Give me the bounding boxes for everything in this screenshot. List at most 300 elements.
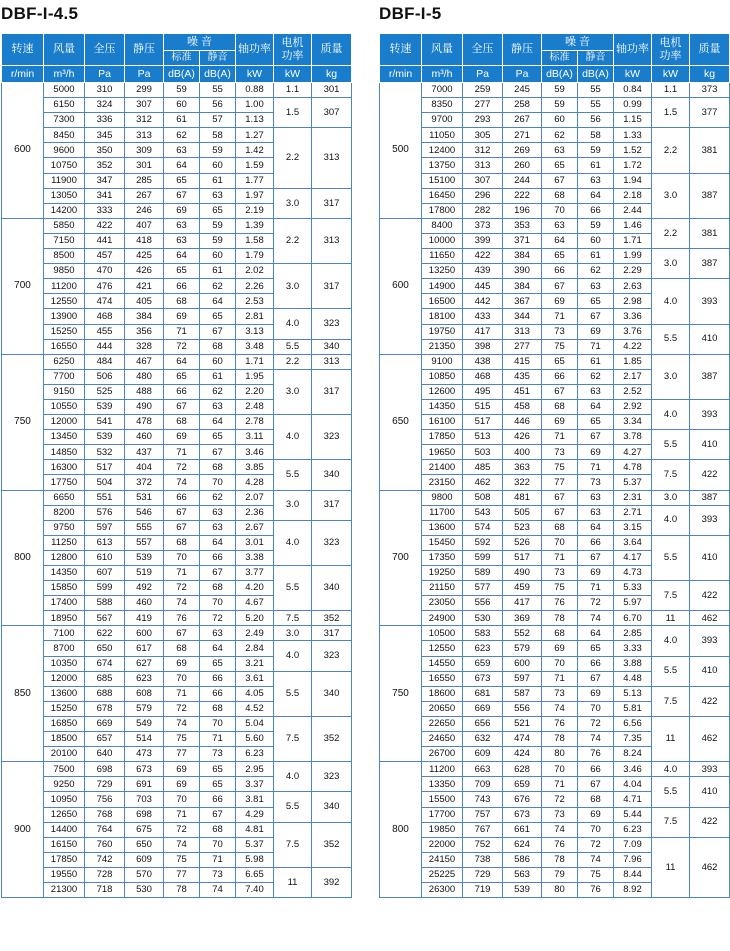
shaft-power-cell: 3.78 xyxy=(614,430,652,445)
noise-silent-cell: 69 xyxy=(578,566,614,581)
table-row xyxy=(2,626,352,641)
mass-cell: 340 xyxy=(312,671,352,716)
airflow-cell: 25225 xyxy=(422,867,463,882)
total-pressure-cell: 324 xyxy=(85,98,125,113)
noise-silent-cell: 73 xyxy=(200,747,236,762)
total-pressure-cell: 474 xyxy=(85,294,125,309)
static-pressure-cell: 417 xyxy=(503,596,542,611)
mass-cell: 422 xyxy=(690,686,730,716)
static-pressure-cell: 530 xyxy=(125,882,164,897)
static-pressure-cell: 435 xyxy=(503,369,542,384)
shaft-power-cell: 2.20 xyxy=(236,384,274,399)
mass-cell: 313 xyxy=(312,218,352,263)
airflow-cell: 16450 xyxy=(422,188,463,203)
total-pressure-cell: 588 xyxy=(85,596,125,611)
unit-motor-power: kW xyxy=(274,66,312,83)
noise-standard-cell: 71 xyxy=(164,324,200,339)
noise-standard-cell: 71 xyxy=(542,777,578,792)
shaft-power-cell: 2.26 xyxy=(236,279,274,294)
noise-standard-cell: 71 xyxy=(164,807,200,822)
total-pressure-cell: 468 xyxy=(463,369,503,384)
shaft-power-cell: 1.71 xyxy=(236,354,274,369)
total-pressure-cell: 457 xyxy=(85,249,125,264)
noise-silent-cell: 59 xyxy=(578,218,614,233)
shaft-power-cell: 3.33 xyxy=(614,641,652,656)
noise-standard-cell: 71 xyxy=(164,566,200,581)
motor-power-cell: 5.5 xyxy=(652,430,690,460)
shaft-power-cell: 1.39 xyxy=(236,218,274,233)
table-row xyxy=(380,686,730,701)
shaft-power-cell: 3.21 xyxy=(236,656,274,671)
noise-silent-cell: 62 xyxy=(200,384,236,399)
table-row xyxy=(380,837,730,852)
airflow-cell: 12650 xyxy=(44,807,85,822)
noise-silent-cell: 72 xyxy=(578,716,614,731)
mass-cell: 392 xyxy=(312,867,352,897)
shaft-power-cell: 2.29 xyxy=(614,264,652,279)
static-pressure-cell: 587 xyxy=(503,686,542,701)
mass-cell: 387 xyxy=(690,490,730,505)
shaft-power-cell: 4.67 xyxy=(236,596,274,611)
static-pressure-cell: 309 xyxy=(125,143,164,158)
unit-static-pressure: Pa xyxy=(125,66,164,83)
airflow-cell: 13050 xyxy=(44,188,85,203)
noise-silent-cell: 73 xyxy=(200,867,236,882)
motor-power-cell: 4.0 xyxy=(274,762,312,792)
static-pressure-cell: 627 xyxy=(125,656,164,671)
noise-standard-cell: 62 xyxy=(164,128,200,143)
airflow-cell: 7100 xyxy=(44,626,85,641)
static-pressure-cell: 425 xyxy=(125,249,164,264)
noise-standard-cell: 70 xyxy=(542,203,578,218)
airflow-cell: 8700 xyxy=(44,641,85,656)
header-motor-power-line1: 电机 xyxy=(281,37,304,50)
noise-standard-cell: 69 xyxy=(164,762,200,777)
airflow-cell: 9600 xyxy=(44,143,85,158)
mass-cell: 323 xyxy=(312,762,352,792)
noise-standard-cell: 68 xyxy=(164,415,200,430)
static-pressure-cell: 246 xyxy=(125,203,164,218)
mass-cell: 340 xyxy=(312,339,352,354)
airflow-cell: 16850 xyxy=(44,716,85,731)
shaft-power-cell: 1.13 xyxy=(236,113,274,128)
static-pressure-cell: 673 xyxy=(125,762,164,777)
noise-standard-cell: 72 xyxy=(164,339,200,354)
table-row xyxy=(2,309,352,324)
noise-silent-cell: 63 xyxy=(200,505,236,520)
motor-power-cell: 5.5 xyxy=(652,535,690,580)
noise-standard-cell: 68 xyxy=(164,641,200,656)
shaft-power-cell: 3.01 xyxy=(236,535,274,550)
shaft-power-cell: 3.46 xyxy=(614,762,652,777)
table-row xyxy=(380,777,730,792)
noise-silent-cell: 74 xyxy=(578,852,614,867)
static-pressure-cell: 539 xyxy=(503,882,542,897)
static-pressure-cell: 245 xyxy=(503,83,542,98)
unit-speed: r/min xyxy=(2,66,44,83)
noise-standard-cell: 69 xyxy=(542,641,578,656)
noise-standard-cell: 63 xyxy=(164,218,200,233)
shaft-power-cell: 3.46 xyxy=(236,445,274,460)
total-pressure-cell: 764 xyxy=(85,822,125,837)
mass-cell: 422 xyxy=(690,581,730,611)
static-pressure-cell: 460 xyxy=(125,430,164,445)
total-pressure-cell: 623 xyxy=(463,641,503,656)
airflow-cell: 15850 xyxy=(44,581,85,596)
static-pressure-cell: 659 xyxy=(503,777,542,792)
shaft-power-cell: 1.46 xyxy=(614,218,652,233)
airflow-cell: 5850 xyxy=(44,218,85,233)
shaft-power-cell: 6.70 xyxy=(614,611,652,626)
noise-silent-cell: 64 xyxy=(578,399,614,414)
unit-total-pressure: Pa xyxy=(85,66,125,83)
motor-power-cell: 7.5 xyxy=(274,822,312,867)
table-row xyxy=(2,188,352,203)
static-pressure-cell: 473 xyxy=(125,747,164,762)
mass-cell: 410 xyxy=(690,430,730,460)
table-row xyxy=(2,354,352,369)
shaft-power-cell: 4.78 xyxy=(614,460,652,475)
shaft-power-cell: 3.76 xyxy=(614,324,652,339)
airflow-cell: 17700 xyxy=(422,807,463,822)
noise-standard-cell: 70 xyxy=(164,792,200,807)
airflow-cell: 17850 xyxy=(422,430,463,445)
noise-standard-cell: 67 xyxy=(164,399,200,414)
static-pressure-cell: 514 xyxy=(125,732,164,747)
noise-silent-cell: 64 xyxy=(578,188,614,203)
table-row xyxy=(380,354,730,369)
table-row xyxy=(2,83,352,98)
noise-standard-cell: 62 xyxy=(542,128,578,143)
motor-power-cell: 4.0 xyxy=(652,505,690,535)
noise-silent-cell: 73 xyxy=(578,475,614,490)
airflow-cell: 21150 xyxy=(422,581,463,596)
airflow-cell: 16500 xyxy=(422,294,463,309)
total-pressure-cell: 455 xyxy=(85,324,125,339)
airflow-cell: 17750 xyxy=(44,475,85,490)
table-row xyxy=(2,339,352,354)
noise-standard-cell: 71 xyxy=(542,430,578,445)
static-pressure-cell: 426 xyxy=(125,264,164,279)
static-pressure-cell: 526 xyxy=(503,535,542,550)
total-pressure-cell: 543 xyxy=(463,505,503,520)
static-pressure-cell: 624 xyxy=(503,837,542,852)
static-pressure-cell: 372 xyxy=(125,475,164,490)
motor-power-cell: 5.5 xyxy=(652,656,690,686)
total-pressure-cell: 718 xyxy=(85,882,125,897)
total-pressure-cell: 597 xyxy=(85,520,125,535)
total-pressure-cell: 574 xyxy=(463,520,503,535)
shaft-power-cell: 3.88 xyxy=(614,656,652,671)
shaft-power-cell: 6.56 xyxy=(614,716,652,731)
noise-standard-cell: 72 xyxy=(164,460,200,475)
noise-silent-cell: 63 xyxy=(200,626,236,641)
shaft-power-cell: 1.33 xyxy=(614,128,652,143)
motor-power-cell: 2.2 xyxy=(652,128,690,173)
total-pressure-cell: 422 xyxy=(85,218,125,233)
static-pressure-cell: 467 xyxy=(125,354,164,369)
total-pressure-cell: 599 xyxy=(463,550,503,565)
header-shaft-power: 轴功率 xyxy=(236,34,274,66)
noise-silent-cell: 58 xyxy=(578,128,614,143)
shaft-power-cell: 7.96 xyxy=(614,852,652,867)
noise-standard-cell: 72 xyxy=(164,701,200,716)
noise-standard-cell: 66 xyxy=(542,369,578,384)
static-pressure-cell: 488 xyxy=(125,384,164,399)
noise-silent-cell: 69 xyxy=(578,445,614,460)
static-pressure-cell: 353 xyxy=(503,218,542,233)
shaft-power-cell: 4.04 xyxy=(614,777,652,792)
airflow-cell: 10550 xyxy=(44,399,85,414)
noise-standard-cell: 67 xyxy=(164,520,200,535)
shaft-power-cell: 3.85 xyxy=(236,460,274,475)
total-pressure-cell: 445 xyxy=(463,279,503,294)
header-motor-power xyxy=(274,34,312,66)
shaft-power-cell: 2.49 xyxy=(236,626,274,641)
total-pressure-cell: 657 xyxy=(85,732,125,747)
noise-standard-cell: 67 xyxy=(164,626,200,641)
total-pressure-cell: 609 xyxy=(463,747,503,762)
table-row xyxy=(380,490,730,505)
header-speed: 转速 xyxy=(380,34,422,66)
total-pressure-cell: 632 xyxy=(463,732,503,747)
noise-silent-cell: 63 xyxy=(578,490,614,505)
total-pressure-cell: 613 xyxy=(85,535,125,550)
airflow-cell: 13250 xyxy=(422,264,463,279)
noise-standard-cell: 75 xyxy=(542,460,578,475)
total-pressure-cell: 650 xyxy=(85,641,125,656)
noise-silent-cell: 74 xyxy=(200,882,236,897)
shaft-power-cell: 3.61 xyxy=(236,671,274,686)
motor-power-cell: 1.1 xyxy=(652,83,690,98)
total-pressure-cell: 336 xyxy=(85,113,125,128)
static-pressure-cell: 277 xyxy=(503,339,542,354)
shaft-power-cell: 1.27 xyxy=(236,128,274,143)
table-row xyxy=(380,535,730,550)
noise-standard-cell: 64 xyxy=(542,233,578,248)
total-pressure-cell: 277 xyxy=(463,98,503,113)
total-pressure-cell: 508 xyxy=(463,490,503,505)
motor-power-cell: 4.0 xyxy=(274,309,312,339)
static-pressure-cell: 597 xyxy=(503,671,542,686)
noise-silent-cell: 61 xyxy=(578,158,614,173)
airflow-cell: 23050 xyxy=(422,596,463,611)
noise-silent-cell: 59 xyxy=(200,233,236,248)
total-pressure-cell: 517 xyxy=(463,415,503,430)
shaft-power-cell: 2.67 xyxy=(236,520,274,535)
speed-cell: 750 xyxy=(380,626,422,762)
total-pressure-cell: 442 xyxy=(463,294,503,309)
static-pressure-cell: 271 xyxy=(503,128,542,143)
shaft-power-cell: 2.31 xyxy=(614,490,652,505)
noise-silent-cell: 55 xyxy=(578,83,614,98)
mass-cell: 410 xyxy=(690,535,730,580)
airflow-cell: 16550 xyxy=(422,671,463,686)
noise-standard-cell: 65 xyxy=(164,264,200,279)
noise-silent-cell: 72 xyxy=(578,837,614,852)
airflow-cell: 11700 xyxy=(422,505,463,520)
static-pressure-cell: 407 xyxy=(125,218,164,233)
total-pressure-cell: 709 xyxy=(463,777,503,792)
noise-silent-cell: 65 xyxy=(578,294,614,309)
noise-standard-cell: 69 xyxy=(164,309,200,324)
total-pressure-cell: 307 xyxy=(463,173,503,188)
static-pressure-cell: 244 xyxy=(503,173,542,188)
noise-silent-cell: 61 xyxy=(200,173,236,188)
table-row xyxy=(380,807,730,822)
unit-total-pressure: Pa xyxy=(463,66,503,83)
noise-silent-cell: 59 xyxy=(200,143,236,158)
noise-silent-cell: 63 xyxy=(578,384,614,399)
model-title-right: DBF-I-5 xyxy=(379,4,442,23)
motor-power-cell: 11 xyxy=(274,867,312,897)
shaft-power-cell: 7.09 xyxy=(614,837,652,852)
table-row xyxy=(380,716,730,731)
static-pressure-cell: 196 xyxy=(503,203,542,218)
airflow-cell: 17800 xyxy=(422,203,463,218)
noise-silent-cell: 66 xyxy=(200,686,236,701)
noise-silent-cell: 70 xyxy=(578,701,614,716)
noise-silent-cell: 59 xyxy=(200,218,236,233)
noise-silent-cell: 55 xyxy=(578,98,614,113)
header-noise-silent: 静音 xyxy=(578,51,614,66)
noise-standard-cell: 67 xyxy=(164,505,200,520)
total-pressure-cell: 583 xyxy=(463,626,503,641)
mass-cell: 313 xyxy=(312,354,352,369)
total-pressure-cell: 530 xyxy=(463,611,503,626)
shaft-power-cell: 5.44 xyxy=(614,807,652,822)
airflow-cell: 11050 xyxy=(422,128,463,143)
mass-cell: 387 xyxy=(690,249,730,279)
airflow-cell: 17850 xyxy=(44,852,85,867)
airflow-cell: 13350 xyxy=(422,777,463,792)
total-pressure-cell: 341 xyxy=(85,188,125,203)
static-pressure-cell: 424 xyxy=(503,747,542,762)
total-pressure-cell: 313 xyxy=(463,158,503,173)
mass-cell: 317 xyxy=(312,626,352,641)
table-row xyxy=(380,324,730,339)
shaft-power-cell: 5.37 xyxy=(236,837,274,852)
airflow-cell: 21350 xyxy=(422,339,463,354)
noise-silent-cell: 62 xyxy=(578,369,614,384)
table-row xyxy=(2,762,352,777)
unit-shaft-power: kW xyxy=(614,66,652,83)
mass-cell: 323 xyxy=(312,309,352,339)
noise-silent-cell: 65 xyxy=(200,762,236,777)
total-pressure-cell: 347 xyxy=(85,173,125,188)
airflow-cell: 13900 xyxy=(44,309,85,324)
total-pressure-cell: 352 xyxy=(85,158,125,173)
noise-standard-cell: 80 xyxy=(542,747,578,762)
speed-cell: 700 xyxy=(380,490,422,626)
static-pressure-cell: 552 xyxy=(503,626,542,641)
shaft-power-cell: 4.27 xyxy=(614,445,652,460)
static-pressure-cell: 356 xyxy=(125,324,164,339)
noise-standard-cell: 73 xyxy=(542,324,578,339)
static-pressure-cell: 549 xyxy=(125,716,164,731)
static-pressure-cell: 446 xyxy=(503,415,542,430)
noise-silent-cell: 74 xyxy=(578,611,614,626)
shaft-power-cell: 5.13 xyxy=(614,686,652,701)
table-row xyxy=(2,128,352,143)
airflow-cell: 24650 xyxy=(422,732,463,747)
total-pressure-cell: 768 xyxy=(85,807,125,822)
airflow-cell: 19750 xyxy=(422,324,463,339)
static-pressure-cell: 451 xyxy=(503,384,542,399)
airflow-cell: 12800 xyxy=(44,550,85,565)
airflow-cell: 16300 xyxy=(44,460,85,475)
table-row xyxy=(380,98,730,113)
total-pressure-cell: 495 xyxy=(463,384,503,399)
mass-cell: 323 xyxy=(312,415,352,460)
static-pressure-cell: 415 xyxy=(503,354,542,369)
noise-standard-cell: 70 xyxy=(164,550,200,565)
shaft-power-cell: 6.23 xyxy=(614,822,652,837)
airflow-cell: 22000 xyxy=(422,837,463,852)
airflow-cell: 9150 xyxy=(44,384,85,399)
mass-cell: 340 xyxy=(312,792,352,822)
airflow-cell: 12000 xyxy=(44,415,85,430)
header-speed: 转速 xyxy=(2,34,44,66)
static-pressure-cell: 405 xyxy=(125,294,164,309)
airflow-cell: 23150 xyxy=(422,475,463,490)
header-static-pressure: 静压 xyxy=(125,34,164,66)
airflow-cell: 6250 xyxy=(44,354,85,369)
static-pressure-cell: 371 xyxy=(503,233,542,248)
noise-silent-cell: 65 xyxy=(578,415,614,430)
static-pressure-cell: 661 xyxy=(503,822,542,837)
noise-standard-cell: 65 xyxy=(542,354,578,369)
mass-cell: 317 xyxy=(312,490,352,520)
static-pressure-cell: 404 xyxy=(125,460,164,475)
speed-cell: 900 xyxy=(2,762,44,898)
noise-standard-cell: 68 xyxy=(542,520,578,535)
noise-standard-cell: 74 xyxy=(164,475,200,490)
noise-standard-cell: 63 xyxy=(164,143,200,158)
table-row xyxy=(380,249,730,264)
shaft-power-cell: 2.18 xyxy=(614,188,652,203)
noise-silent-cell: 68 xyxy=(200,581,236,596)
total-pressure-cell: 259 xyxy=(463,83,503,98)
noise-silent-cell: 65 xyxy=(200,430,236,445)
airflow-cell: 26300 xyxy=(422,882,463,897)
total-pressure-cell: 760 xyxy=(85,837,125,852)
noise-standard-cell: 60 xyxy=(164,98,200,113)
noise-silent-cell: 65 xyxy=(578,641,614,656)
static-pressure-cell: 419 xyxy=(125,611,164,626)
static-pressure-cell: 691 xyxy=(125,777,164,792)
mass-cell: 393 xyxy=(690,279,730,324)
mass-cell: 352 xyxy=(312,611,352,626)
total-pressure-cell: 610 xyxy=(85,550,125,565)
airflow-cell: 20650 xyxy=(422,701,463,716)
noise-silent-cell: 60 xyxy=(200,249,236,264)
noise-silent-cell: 70 xyxy=(200,475,236,490)
mass-cell: 313 xyxy=(312,128,352,188)
airflow-cell: 9850 xyxy=(44,264,85,279)
header-noise-standard: 标准 xyxy=(164,51,200,66)
unit-shaft-power: kW xyxy=(236,66,274,83)
noise-standard-cell: 67 xyxy=(164,188,200,203)
static-pressure-cell: 519 xyxy=(125,566,164,581)
noise-standard-cell: 63 xyxy=(542,218,578,233)
airflow-cell: 12600 xyxy=(422,384,463,399)
total-pressure-cell: 541 xyxy=(85,415,125,430)
shaft-power-cell: 2.92 xyxy=(614,399,652,414)
noise-standard-cell: 69 xyxy=(542,415,578,430)
airflow-cell: 6650 xyxy=(44,490,85,505)
noise-standard-cell: 63 xyxy=(164,233,200,248)
